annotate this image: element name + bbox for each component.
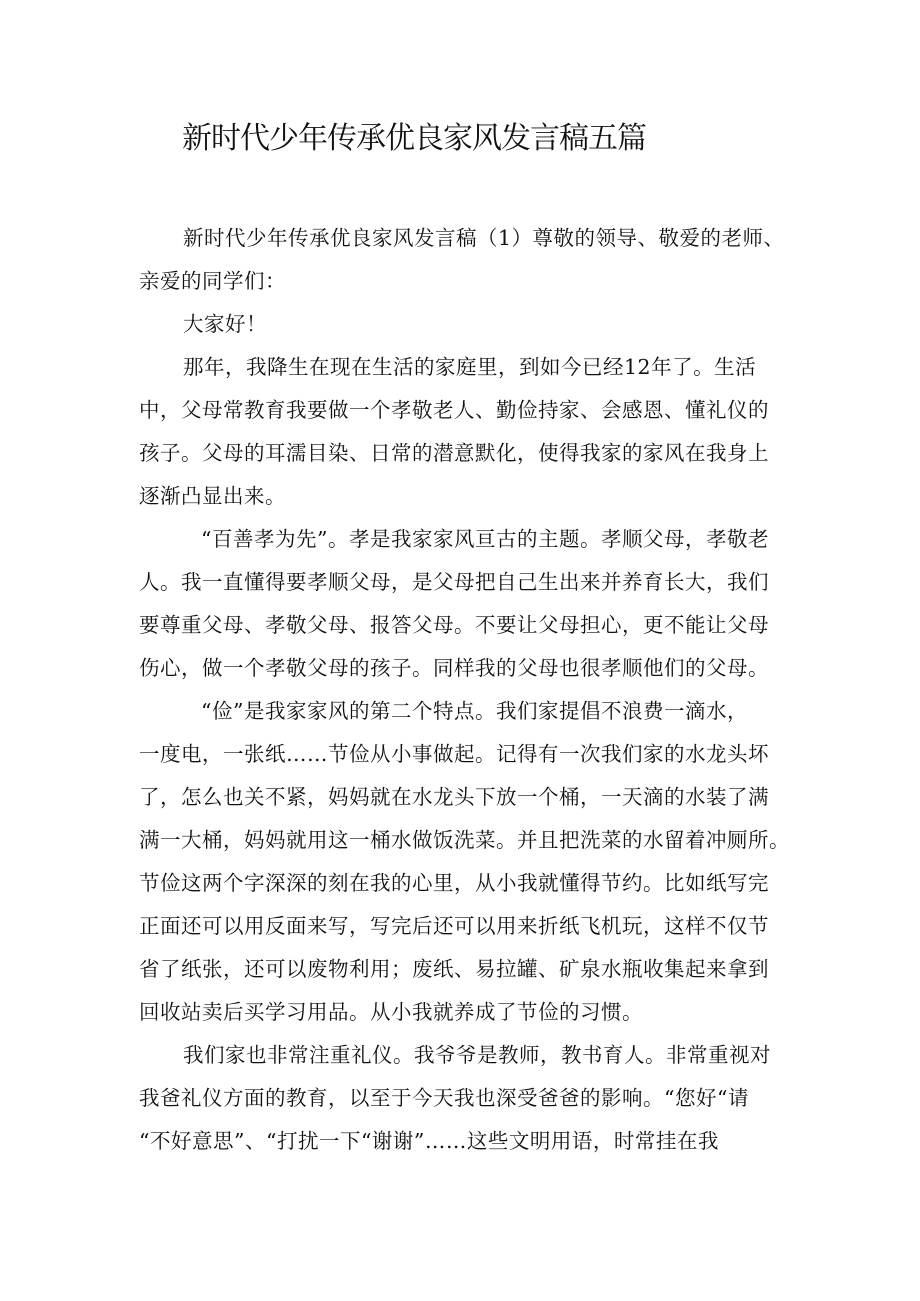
text-line: “不好意思”、“打扰一下“谢谢”……这些文明用语，时常挂在我 bbox=[139, 1129, 719, 1153]
text-line: 大家好！ bbox=[183, 312, 267, 336]
text-line: 省了纸张，还可以废物利用；废纸、易拉罐、矿泉水瓶收集起来拿到 bbox=[139, 957, 769, 981]
text-line: 中，父母常教育我要做一个孝敬老人、勤俭持家、会感恩、懂礼仪的 bbox=[139, 398, 769, 422]
text-line: 我们家也非常注重礼仪。我爷爷是教师，教书育人。非常重视对 bbox=[183, 1043, 771, 1067]
text-line: 了，怎么也关不紧，妈妈就在水龙头下放一个桶，一天滴的水装了满 bbox=[139, 785, 769, 809]
text-line: 孩子。父母的耳濡目染、日常的潜意默化，使得我家的家风在我身上 bbox=[139, 441, 769, 465]
text-line: 亲爱的同学们： bbox=[139, 269, 286, 293]
text-line: 正面还可以用反面来写，写完后还可以用来折纸飞机玩，这样不仅节 bbox=[139, 914, 769, 938]
text-line: 我爸礼仪方面的教育，以至于今天我也深受爸爸的影响。“您好“请 bbox=[139, 1086, 749, 1110]
text-line: 伤心，做一个孝敬父母的孩子。同样我的父母也很孝顺他们的父母。 bbox=[139, 656, 769, 680]
text-line: 人。我一直懂得要孝顺父母，是父母把自己生出来并养育长大，我们 bbox=[139, 570, 769, 594]
text-line: 一度电，一张纸……节俭从小事做起。记得有一次我们家的水龙头坏 bbox=[139, 742, 769, 766]
text-line: “俭”是我家家风的第二个特点。我们家提倡不浪费一滴水， bbox=[201, 699, 748, 723]
text-line: 那年，我降生在现在生活的家庭里，到如今已经12年了。生活 bbox=[183, 355, 757, 379]
document-title: 新时代少年传承优良家风发言稿五篇 bbox=[182, 121, 646, 156]
text-line: 节俭这两个字深深的刻在我的心里，从小我就懂得节约。比如纸写完 bbox=[139, 871, 769, 895]
text-line: “百善孝为先”。孝是我家家风亘古的主题。孝顺父母，孝敬老 bbox=[201, 527, 769, 551]
text-line: 要尊重父母、孝敬父母、报答父母。不要让父母担心，更不能让父母 bbox=[139, 613, 769, 637]
text-line: 满一大桶，妈妈就用这一桶水做饭洗菜。并且把洗菜的水留着冲厕所。 bbox=[139, 828, 790, 852]
text-line: 逐渐凸显出来。 bbox=[139, 484, 286, 508]
text-line: 回收站卖后买学习用品。从小我就养成了节俭的习惯。 bbox=[139, 1000, 643, 1024]
text-line: 新时代少年传承优良家风发言稿（1）尊敬的领导、敬爱的老师、 bbox=[183, 226, 785, 250]
